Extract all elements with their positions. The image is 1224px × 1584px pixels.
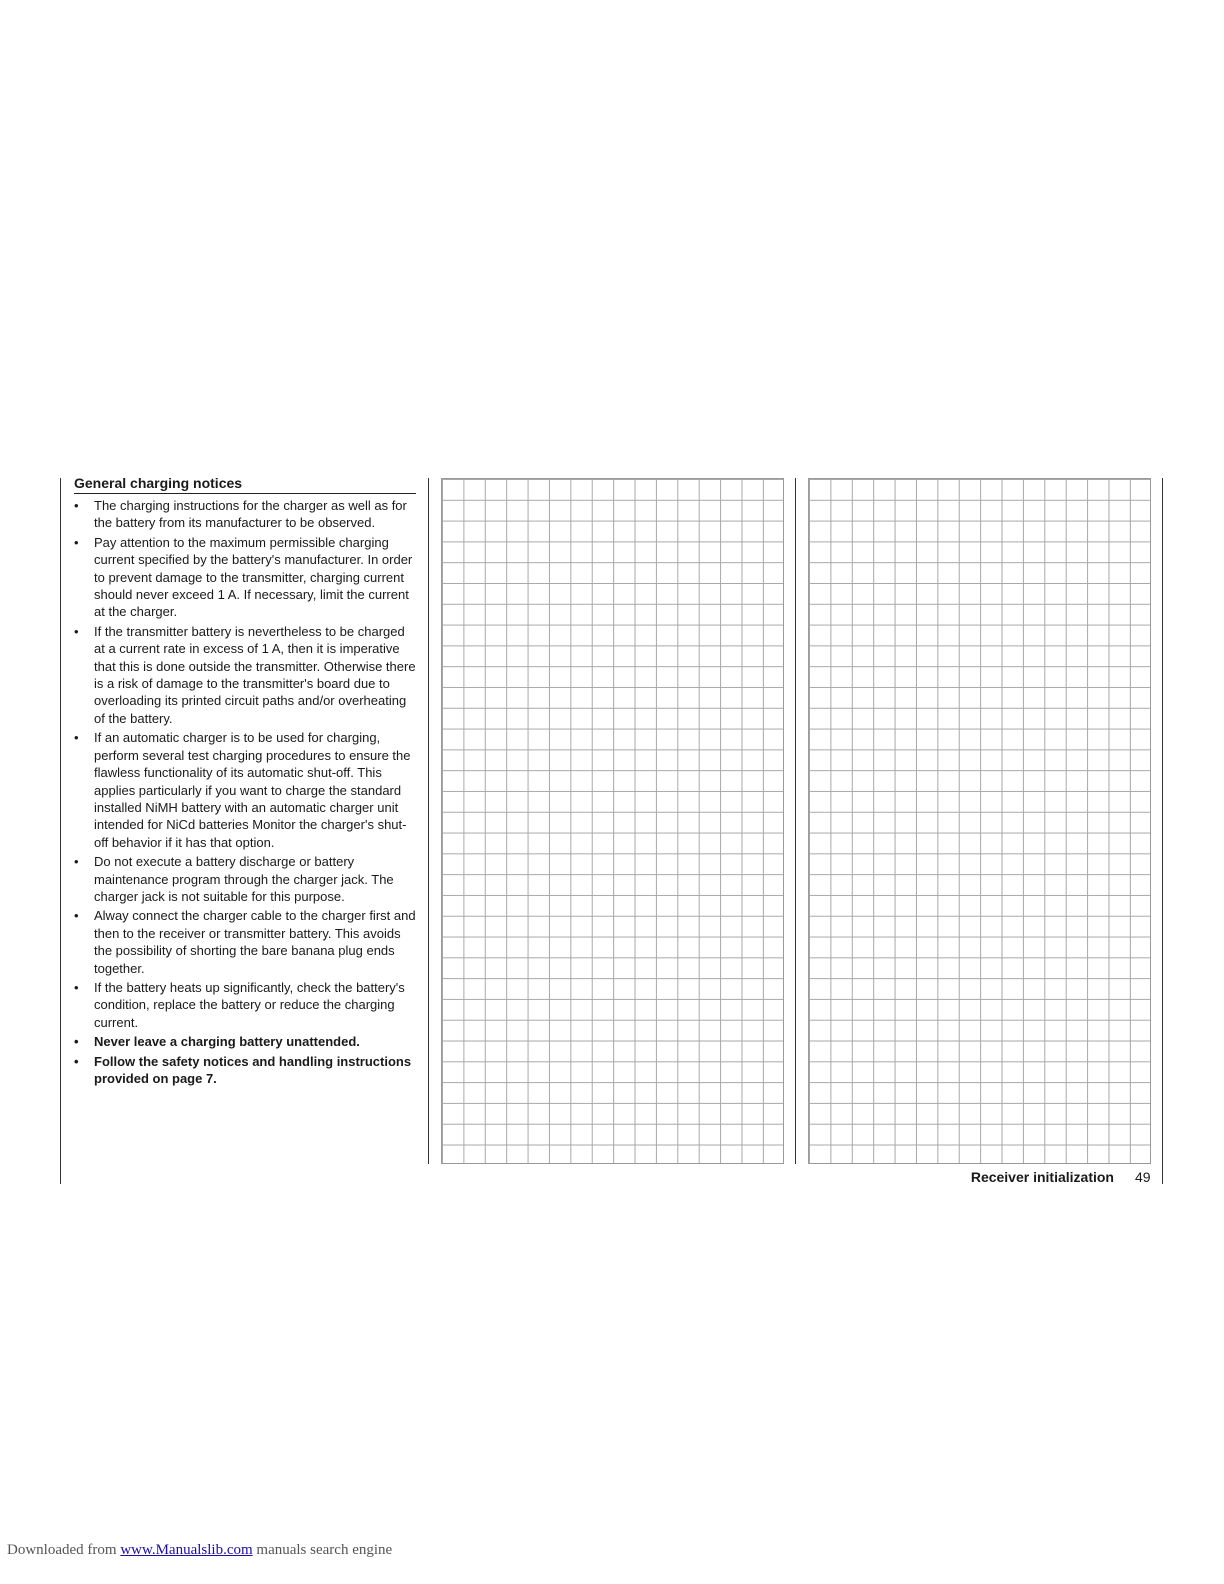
- bullet-icon: •: [74, 1034, 79, 1050]
- bullet-icon: •: [74, 534, 79, 550]
- notice-item: [74, 907, 416, 977]
- notice-text: If an automatic charger is to be used for charging, perform several test charging procedures to ensure the flawless functionality of its automatic shut-off. This applies particularly if you want to charge the standard installed NiMH battery with an automatic charger unit intended for NiCd batteries Monitor the charger's shut-off behavior if it has that option.: [94, 730, 411, 850]
- right-margin-rule: [1162, 478, 1163, 1184]
- manualslib-link[interactable]: www.Manualslib.com: [120, 1542, 253, 1558]
- bullet-icon: •: [74, 623, 79, 639]
- download-note-prefix: Downloaded from: [7, 1542, 117, 1558]
- bullet-icon: •: [74, 908, 79, 924]
- notes-grid-left: [441, 478, 784, 1164]
- bullet-icon: •: [74, 854, 79, 870]
- notice-item: [74, 1053, 416, 1088]
- bullet-icon: •: [74, 1053, 79, 1069]
- footer-section-title: Receiver initialization: [970, 1169, 1114, 1185]
- notice-text: Alway connect the charger cable to the charger first and then to the receiver or transmitter battery. This avoids the possibility of shorting the bare banana plug ends together.: [94, 908, 416, 976]
- charging-notices-section: [74, 474, 416, 1089]
- page-number: 49: [1135, 1169, 1151, 1185]
- bullet-icon: •: [74, 979, 79, 995]
- notice-text: Follow the safety notices and handling instructions provided on page 7.: [94, 1053, 412, 1086]
- notice-text: Pay attention to the maximum permissible charging current specified by the battery's manufacturer. In order to prevent damage to the transmitter, charging current should never exceed 1 A. If necessary, limit the current at the charger.: [94, 534, 413, 620]
- notice-item: [74, 497, 416, 532]
- notice-item: [74, 1033, 416, 1050]
- left-margin-rule: [60, 478, 61, 1184]
- notice-item: [74, 534, 416, 621]
- notice-text: Do not execute a battery discharge or battery maintenance program through the charger jack. The charger jack is not suitable for this purpose.: [94, 854, 394, 904]
- notes-grid-right: [808, 478, 1151, 1164]
- notice-item: [74, 623, 416, 727]
- notice-item: [74, 979, 416, 1031]
- download-note-suffix: manuals search engine: [256, 1542, 393, 1558]
- column-divider-rule-1: [428, 478, 429, 1164]
- notice-item: [74, 853, 416, 905]
- notice-text: The charging instructions for the charger as well as for the battery from its manufacturer to be observed.: [94, 498, 407, 531]
- notice-item: [74, 729, 416, 851]
- notice-text: Never leave a charging battery unattended.: [94, 1034, 360, 1050]
- download-note: [7, 1542, 392, 1559]
- notices-list: [74, 497, 416, 1087]
- bullet-icon: •: [74, 498, 79, 513]
- notice-text: If the battery heats up significantly, check the battery's condition, replace the battery or reduce the charging current.: [94, 979, 405, 1030]
- notice-text: If the transmitter battery is nevertheless to be charged at a current rate in excess of 1 A, then it is imperative that this is done outside the transmitter. Otherwise there is a risk of damage to the transmitter's board due to overloading its printed circuit paths and/or overheating of the battery.: [94, 623, 416, 726]
- section-heading: General charging notices: [74, 474, 416, 494]
- column-divider-rule-2: [795, 478, 796, 1164]
- bullet-icon: •: [74, 730, 79, 746]
